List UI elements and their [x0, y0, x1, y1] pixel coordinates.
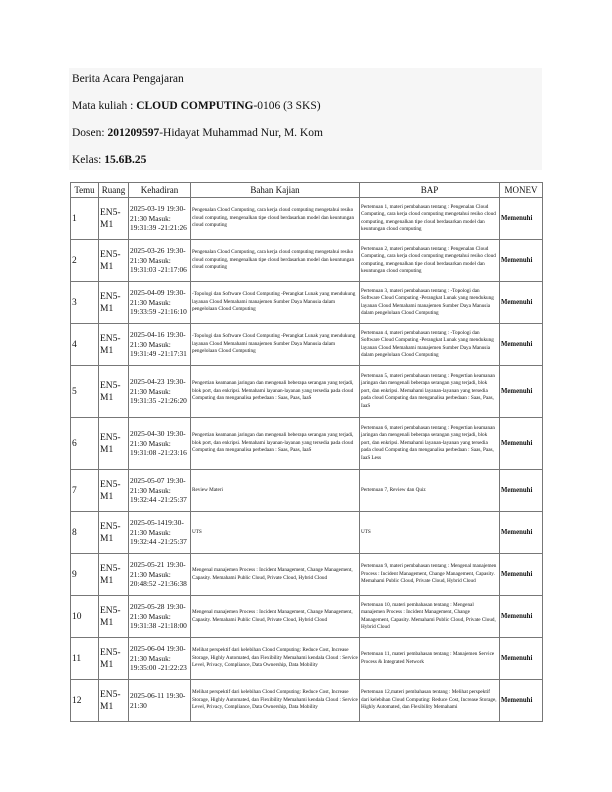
cell-bahan: UTS	[191, 512, 360, 554]
cell-ruang: EN5-M1	[99, 324, 129, 366]
cell-bahan: Pengertian keamanan jaringan dan mengenali beberapa serangan yang terjadi, blok port, dan enkripsi. Memahami layanan-layanan yang tersedia pada cloud Computing dan menganalisa perbedaan : Saas, Paas, IaaS	[191, 366, 360, 418]
table-row	[71, 240, 543, 282]
class-value: 15.6B.25	[104, 154, 147, 166]
cell-kehadiran: 2025-04-23 19:30-21:30 Masuk: 19:31:35 -21:26:20	[129, 366, 191, 418]
cell-ruang: EN5-M1	[99, 366, 129, 418]
cell-bahan: Pengertian keamanan jaringan dan mengenali beberapa serangan yang terjadi, blok port, dan enkripsi. Memahami layanan-layanan yang tersedia pada cloud Computing dan menganalisa perbedaan : Saas, Paas, IaaS	[191, 418, 360, 470]
cell-temu: 8	[71, 512, 99, 554]
cell-kehadiran: 2025-03-26 19:30-21:30 Masuk: 19:31:03 -21:17:06	[129, 240, 191, 282]
table-row	[71, 282, 543, 324]
cell-bap: Pertemuan 2, materi pembahasan tentang : Pengenalan Cloud Computing, cara kerja cloud computing mengetahui resiko cloud computing, mengenalkan tipe cloud berdasarkan model dan keuntungan cloud computing	[360, 240, 500, 282]
cell-bap: Pertemuan 12,materi pembahasan tentang : Melihat perspektif dari kelebihan Cloud Computing: Reduce Cost, Increase Storage, Highly Automated, dan Flexibility Memahami	[360, 680, 500, 722]
cell-bap: Pertemuan 7, Review dan Quiz	[360, 470, 500, 512]
header-monev: MONEV	[500, 183, 543, 198]
cell-monev: Memenuhi	[500, 554, 543, 596]
cell-bahan: Pengenalan Cloud Computing, cara kerja cloud computing mengetahui resiko cloud computing, mengenalkan tipe cloud berdasarkan model dan keuntungan cloud computing	[191, 240, 360, 282]
cell-bahan: Mengenal manajemen Process : Incident Management, Change Management, Capasity. Memahami Public Cloud, Private Cloud, Hybrid Cloud	[191, 596, 360, 638]
cell-ruang: EN5-M1	[99, 680, 129, 722]
cell-temu: 7	[71, 470, 99, 512]
cell-monev: Memenuhi	[500, 470, 543, 512]
cell-temu: 2	[71, 240, 99, 282]
lecturer-name: -Hidayat Muhammad Nur, M. Kom	[159, 127, 323, 139]
cell-ruang: EN5-M1	[99, 596, 129, 638]
cell-bahan: Pengenalan Cloud Computing, cara kerja cloud computing mengetahui resiko cloud computing, mengenalkan tipe cloud berdasarkan model dan keuntungan cloud computing	[191, 198, 360, 240]
cell-kehadiran: 2025-06-11 19:30-21:30	[129, 680, 191, 722]
table-row	[71, 366, 543, 418]
document-title: Berita Acara Pengajaran	[72, 73, 184, 85]
cell-bahan: Melihat perspektif dari kelebihan Cloud Computing: Reduce Cost, Increase Storage, Highly Automated, dan Flexibility Memahami kendala Cloud : Service Level, Privacy, Compliance, Data Ownership, Data Mobility	[191, 680, 360, 722]
cell-monev: Memenuhi	[500, 512, 543, 554]
cell-ruang: EN5-M1	[99, 470, 129, 512]
table-row	[71, 418, 543, 470]
cell-temu: 6	[71, 418, 99, 470]
cell-bap: Pertemuan 10, materi pembahasan tentang : Mengenal manajemen Process : Incident Management, Change Management, Capasity. Memahami Public Cloud, Private Cloud, Hybrid Cloud	[360, 596, 500, 638]
cell-monev: Memenuhi	[500, 198, 543, 240]
cell-kehadiran: 2025-06-04 19:30-21:30 Masuk: 19:35:00 -21:22:23	[129, 638, 191, 680]
cell-ruang: EN5-M1	[99, 638, 129, 680]
table-header-row	[71, 183, 543, 198]
cell-temu: 5	[71, 366, 99, 418]
cell-kehadiran: 2025-04-09 19:30-21:30 Masuk: 19:33:59 -21:16:10	[129, 282, 191, 324]
cell-monev: Memenuhi	[500, 596, 543, 638]
course-suffix: -0106 (3 SKS)	[253, 100, 321, 112]
header-bap: BAP	[360, 183, 500, 198]
cell-kehadiran: 2025-04-16 19:30-21:30 Masuk: 19:31:49 -21:17:31	[129, 324, 191, 366]
cell-bap: Pertemuan 5, materi pembahasan tentang : Pengertian keamanan jaringan dan mengenali beberapa serangan yang terjadi, blok port, dan enkripsi. Memahami layanan-layanan yang tersedia pada cloud Computing dan menganalisa perbedaan : Saas, Paas, IaaS	[360, 366, 500, 418]
course-name: CLOUD COMPUTING	[136, 100, 254, 112]
class-line	[72, 154, 146, 166]
cell-monev: Memenuhi	[500, 366, 543, 418]
cell-ruang: EN5-M1	[99, 198, 129, 240]
cell-ruang: EN5-M1	[99, 554, 129, 596]
lecturer-id: 201209597	[107, 127, 160, 139]
cell-temu: 1	[71, 198, 99, 240]
cell-bap: UTS	[360, 512, 500, 554]
document-header	[69, 68, 542, 170]
table-row	[71, 680, 543, 722]
cell-bap: Pertemuan 11, materi pembahasan tentang : Manajemen Service Process & Integrated Network	[360, 638, 500, 680]
cell-kehadiran: 2025-05-28 19:30-21:30 Masuk: 19:31:38 -21:18:00	[129, 596, 191, 638]
cell-kehadiran: 2025-05-07 19:30-21:30 Masuk: 19:32:44 -21:25:37	[129, 470, 191, 512]
cell-monev: Memenuhi	[500, 282, 543, 324]
cell-ruang: EN5-M1	[99, 240, 129, 282]
table-row	[71, 554, 543, 596]
table-row	[71, 596, 543, 638]
cell-monev: Memenuhi	[500, 418, 543, 470]
course-label: Mata kuliah :	[72, 100, 137, 112]
table-row	[71, 638, 543, 680]
cell-bap: Pertemuan 1, materi pembahasan tentang : Pengenalan Cloud Computing, cara kerja cloud computing mengetahui resiko cloud computing, mengenalkan tipe cloud berdasarkan model dan keuntungan cloud computing	[360, 198, 500, 240]
cell-temu: 10	[71, 596, 99, 638]
cell-temu: 3	[71, 282, 99, 324]
lecturer-label: Dosen:	[72, 127, 108, 139]
cell-bahan: -Topologi dan Software Cloud Computing -Perangkat Lunak yang mendukung layanan Cloud Memahami manajemen Sumber Daya Manusia dalam pengelolaan Cloud Computing	[191, 324, 360, 366]
cell-bahan: Melihat perspektif dari kelebihan Cloud Computing: Reduce Cost, Increase Storage, Highly Automated, dan Flexibility Memahami kendala Cloud : Service Level, Privacy, Compliance, Data Ownership, Data Mobility	[191, 638, 360, 680]
cell-bap: Pertemuan 6, materi pembahasan tentang : Pengertian keamanan jaringan dan mengenali beberapa serangan yang terjadi, blok port, dan enkripsi. Memahami layanan-layanan yang tersedia pada cloud Computing dan menganalisa perbedaan : Saas, Paas, IaaS Less	[360, 418, 500, 470]
cell-bap: Pertemuan 3, materi pembahasan tentang : -Topologi dan Software Cloud Computing -Perangkat Lunak yang mendukung layanan Cloud Memahami manajemen Sumber Daya Manusia dalam pengelolaan Cloud Computing	[360, 282, 500, 324]
header-temu: Temu	[71, 183, 99, 198]
cell-monev: Memenuhi	[500, 680, 543, 722]
cell-bap: Pertemuan 9, materi pembahasan tentang : Mengenal manajemen Process : Incident Management, Change Management, Capasity. Memahami Public Cloud, Private Cloud, Hybrid Cloud	[360, 554, 500, 596]
cell-bahan: -Topologi dan Software Cloud Computing -Perangkat Lunak yang mendukung layanan Cloud Memahami manajemen Sumber Daya Manusia dalam pengelolaan Cloud Computing	[191, 282, 360, 324]
cell-monev: Memenuhi	[500, 638, 543, 680]
cell-ruang: EN5-M1	[99, 418, 129, 470]
cell-temu: 12	[71, 680, 99, 722]
cell-kehadiran: 2025-03-19 19:30-21:30 Masuk: 19:31:39 -21:21:26	[129, 198, 191, 240]
cell-bahan: Mengenal manajemen Process : Incident Management, Change Management, Capasity. Memahami Public Cloud, Private Cloud, Hybrid Cloud	[191, 554, 360, 596]
table-row	[71, 512, 543, 554]
cell-monev: Memenuhi	[500, 324, 543, 366]
cell-bahan: Review Materi	[191, 470, 360, 512]
class-label: Kelas:	[72, 154, 105, 166]
course-line	[72, 100, 321, 112]
cell-monev: Memenuhi	[500, 240, 543, 282]
table-row	[71, 324, 543, 366]
table-row	[71, 470, 543, 512]
table-row	[71, 198, 543, 240]
cell-ruang: EN5-M1	[99, 282, 129, 324]
cell-temu: 11	[71, 638, 99, 680]
cell-temu: 9	[71, 554, 99, 596]
cell-ruang: EN5-M1	[99, 512, 129, 554]
header-kehadiran: Kehadiran	[129, 183, 191, 198]
lecturer-line	[72, 127, 323, 139]
attendance-table	[70, 182, 543, 722]
header-bahan-kajian: Bahan Kajian	[191, 183, 360, 198]
cell-kehadiran: 2025-05-21 19:30-21:30 Masuk: 20:48:52 -21:36:38	[129, 554, 191, 596]
cell-kehadiran: 2025-05-1419:30-21:30 Masuk: 19:32:44 -21:25:37	[129, 512, 191, 554]
cell-temu: 4	[71, 324, 99, 366]
header-ruang: Ruang	[99, 183, 129, 198]
cell-bap: Pertemuan 4, materi pembahasan tentang : -Topologi dan Software Cloud Computing -Perangkat Lunak yang mendukung layanan Cloud Memahami manajemen Sumber Daya Manusia dalam pengelolaan Cloud Computing	[360, 324, 500, 366]
cell-kehadiran: 2025-04-30 19:30-21:30 Masuk: 19:31:08 -21:23:16	[129, 418, 191, 470]
